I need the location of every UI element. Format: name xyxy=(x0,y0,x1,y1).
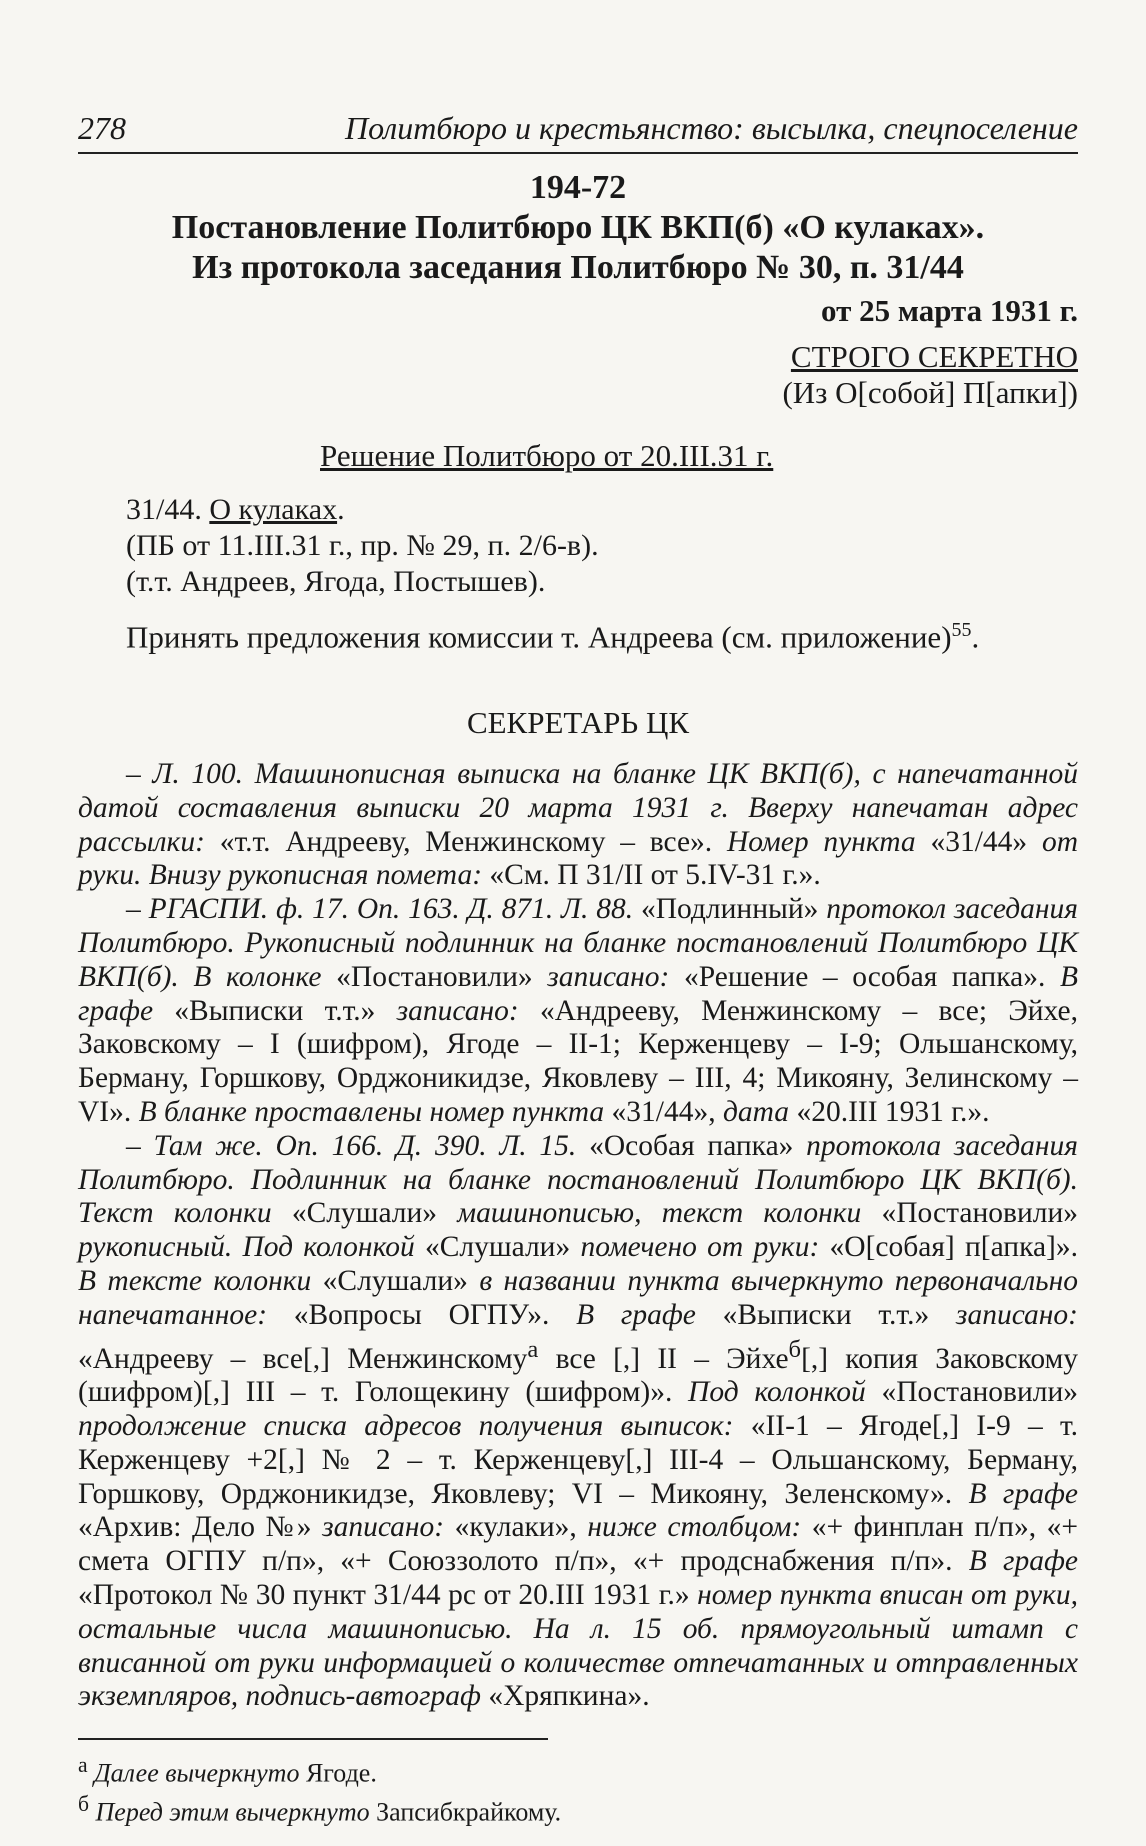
footnote-divider xyxy=(78,1738,548,1740)
signature-line: СЕКРЕТАРЬ ЦК xyxy=(466,705,690,740)
note-paragraph: – Там же. Оп. 166. Д. 390. Л. 15. «Особая папка» протокола заседания Политбюро. Подлинник на бланке постановлений Политбюро ЦК ВКП(б). Текст колонки «Слушали» машинописью, текст колонки «Постановили» рукописный. Под колонкой «Слушали» помечено от руки: «О[собая] п[апка]». В тексте колонки «Слушали» в названии пункта вычеркнуто первоначально напечатанное: «Вопросы ОГПУ». В графе «Выписки т.т.» записано: «Андрееву – все[,] Менжинскому$^а$ все [,] II – Эйхе$^б$[,] копия Заковскому (шифром)[,] III – т. Голощекину (шифром)». Под колонкой «Постановили» продолжение списка адресов получения выписок: «II-1 – Ягоде[,] I-9 – т. Керженцеву +2[,] № 2 – т. Керженцеву[,] III-4 – Ольшанскому, Берману, Горшкову, Орджоникидзе, Яковлеву; VI – Микояну, Зеленскому». В графе «Архив: Дело №» записано: «кулаки», ниже столбцом: «+ финплан п/п», «+ смета ОГПУ п/п», «+ Союззолото п/п», «+ продснабжения п/п». В графе «Протокол № 30 пункт 31/44 рс от 20.III 1931 г.» номер пункта вписан от руки, остальные числа машинописью. На л. 15 об. прямоугольный штамп с вписанной от руки информацией о количестве отпечатанных и отправленных экземпляров, подпись-автограф «Хряпкина». xyxy=(78,1129,1079,1713)
page-number: 278 xyxy=(78,110,126,146)
document-title-line2: Из протокола заседания Политбюро № 30, п. 31/44 xyxy=(192,249,964,286)
document-title xyxy=(78,168,1078,288)
footnote-a: $^а$ Далее вычеркнуто Ягоде. xyxy=(78,1753,377,1788)
running-title: Политбюро и крестьянство: высылка, спецпоселение xyxy=(344,110,1078,146)
agenda-item: 31/44. О кулаках. (ПБ от 11.III.31 г., пр. № 29, п. 2/6-в). (т.т. Андреев, Ягода, Постышев). xyxy=(126,493,599,598)
resolution: Принять предложения комиссии т. Андреева (см. приложение)$^{55}$. xyxy=(126,619,980,655)
archival-notes xyxy=(78,758,1078,1714)
note-paragraph: – РГАСПИ. ф. 17. Оп. 163. Д. 871. Л. 88. «Подлинный» протокол заседания Политбюро. Рукописный подлинник на бланке постановлений Политбюро ЦК ВКП(б). В колонке «Постановили» записано: «Решение – особая папка». В графе «Выписки т.т.» записано: «Андрееву, Менжинскому – все; Эйхе, Заковскому – I (шифром), Ягоде – II-1; Керженцеву – I-9; Ольшанскому, Берману, Горшкову, Орджоникидзе, Яковлеву – III, 4; Микояну, Зелинскому – VI». В бланке проставлены номер пункта «31/44», дата «20.III 1931 г.». xyxy=(78,893,1078,1128)
footnote-b: $^б$ Перед этим вычеркнуто Запсибкрайкому. xyxy=(78,1791,562,1827)
footnotes xyxy=(78,1750,561,1827)
item-people: (т.т. Андреев, Ягода, Постышев). xyxy=(126,565,546,598)
resolution-text: Принять предложения комиссии т. Андреева (см. приложение) xyxy=(126,619,952,655)
classification-stamp: СТРОГО СЕКРЕТНО xyxy=(790,339,1078,374)
document-date: от 25 марта 1931 г. xyxy=(821,293,1078,328)
document-number: 194-72 xyxy=(529,169,627,206)
resolution-footnote-ref: 55 xyxy=(951,619,972,641)
decision-heading: Решение Политбюро от 20.III.31 г. xyxy=(320,438,774,473)
note-paragraph: – Л. 100. Машинописная выписка на бланке ЦК ВКП(б), с напечатанной датой составления выписки 20 марта 1931 г. Вверху напечатан адрес рассылки: «т.т. Андрееву, Менжинскому – все». Номер пункта «31/44» от руки. Внизу рукописная помета: «См. П 31/II от 5.IV-31 г.». xyxy=(78,758,1078,892)
item-title: О кулаках xyxy=(209,493,338,526)
running-header xyxy=(78,104,1078,154)
item-reference: (ПБ от 11.III.31 г., пр. № 29, п. 2/6-в). xyxy=(126,529,599,562)
document-title-line1: Постановление Политбюро ЦК ВКП(б) «О кулаках». xyxy=(171,209,985,246)
item-number: 31/44. xyxy=(126,493,202,526)
special-folder-note: (Из О[собой] П[апки]) xyxy=(782,375,1078,410)
